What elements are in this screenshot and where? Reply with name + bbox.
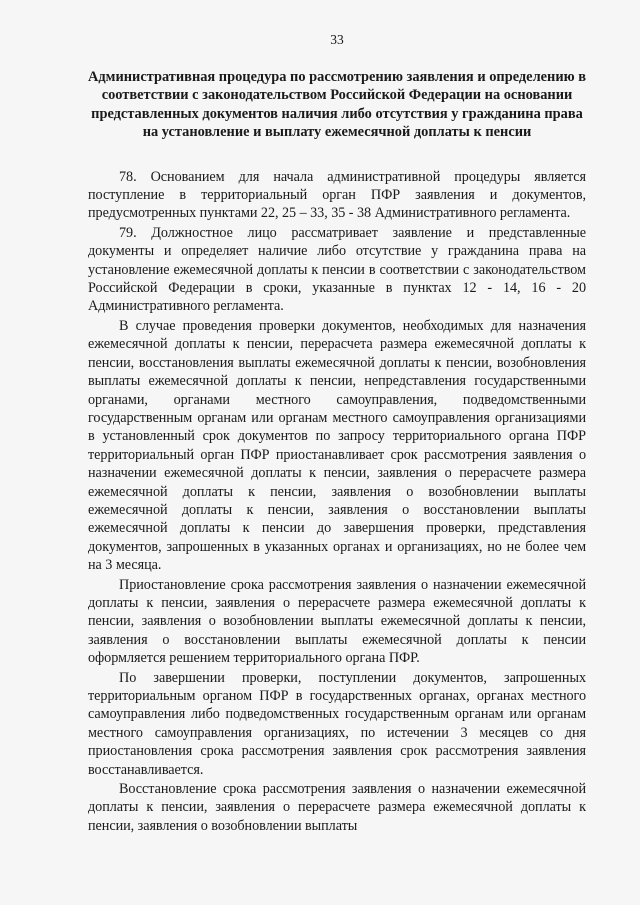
paragraph-suspension-decision: Приостановление срока рассмотрения заявления о назначении ежемесячной доплаты к пенсии, заявления о перерасчете размера ежемесячной доплаты к пенсии, заявления о возобновлении выплаты ежемесячной доплаты к пенсии, заявления о восстановлении выплаты ежемесячной доплаты к пенсии оформляется решением территориального органа ПФР.	[88, 576, 586, 667]
section-title: Административная процедура по рассмотрению заявления и определению в соответствии с законодательством Российской Федерации на основании представленных документов наличия либо отсутствия у гражданина права на установление и выплату ежемесячной доплаты к пенсии	[88, 69, 586, 141]
paragraph-restoration: По завершении проверки, поступлении документов, запрошенных территориальным органом ПФР в государственных органах, органах местного самоуправления либо подведомственных государственным органам или органам местного самоуправления организациях, по истечении 3 месяцев со дня приостановления срока рассмотрения заявления срок рассмотрения заявления восстанавливается.	[88, 669, 586, 778]
paragraph-79: 79. Должностное лицо рассматривает заявление и представленные документы и определяет наличие либо отсутствие у гражданина права на установление ежемесячной доплаты к пенсии в соответствии с законодательством Российской Федерации в сроки, указанные в пунктах 12 - 14, 16 - 20 Административного регламента.	[88, 224, 586, 315]
paragraph-suspension-case: В случае проведения проверки документов, необходимых для назначения ежемесячной доплаты к пенсии, перерасчета размера ежемесячной доплаты к пенсии, восстановления выплаты ежемесячной доплаты к пенсии, возобновления выплаты ежемесячной доплаты к пенсии, непредставления государственными органами, органами местного самоуправления, подведомственными государственным органам или органам местного самоуправления организациями в установленный срок документов по запросу территориального органа ПФР территориальный орган ПФР приостанавливает срок рассмотрения заявления о назначении ежемесячной доплаты к пенсии, заявления о перерасчете размера ежемесячной доплаты к пенсии, заявления о возобновлении выплаты ежемесячной доплаты к пенсии, заявления о восстановлении выплаты ежемесячной доплаты к пенсии до завершения проверки, представления документов, запрошенных в указанных органах и организациях, но не более чем на 3 месяца.	[88, 317, 586, 574]
page-number: 33	[330, 32, 344, 47]
paragraph-restoration-continued: Восстановление срока рассмотрения заявления о назначении ежемесячной доплаты к пенсии, заявления о перерасчете размера ежемесячной доплаты к пенсии, заявления о возобновлении выплаты	[88, 781, 586, 834]
paragraph-78: 78. Основанием для начала административной процедуры является поступление в территориальный орган ПФР заявления и документов, предусмотренных пунктами 22, 25 – 33, 35 - 38 Административного регламента.	[88, 168, 586, 222]
